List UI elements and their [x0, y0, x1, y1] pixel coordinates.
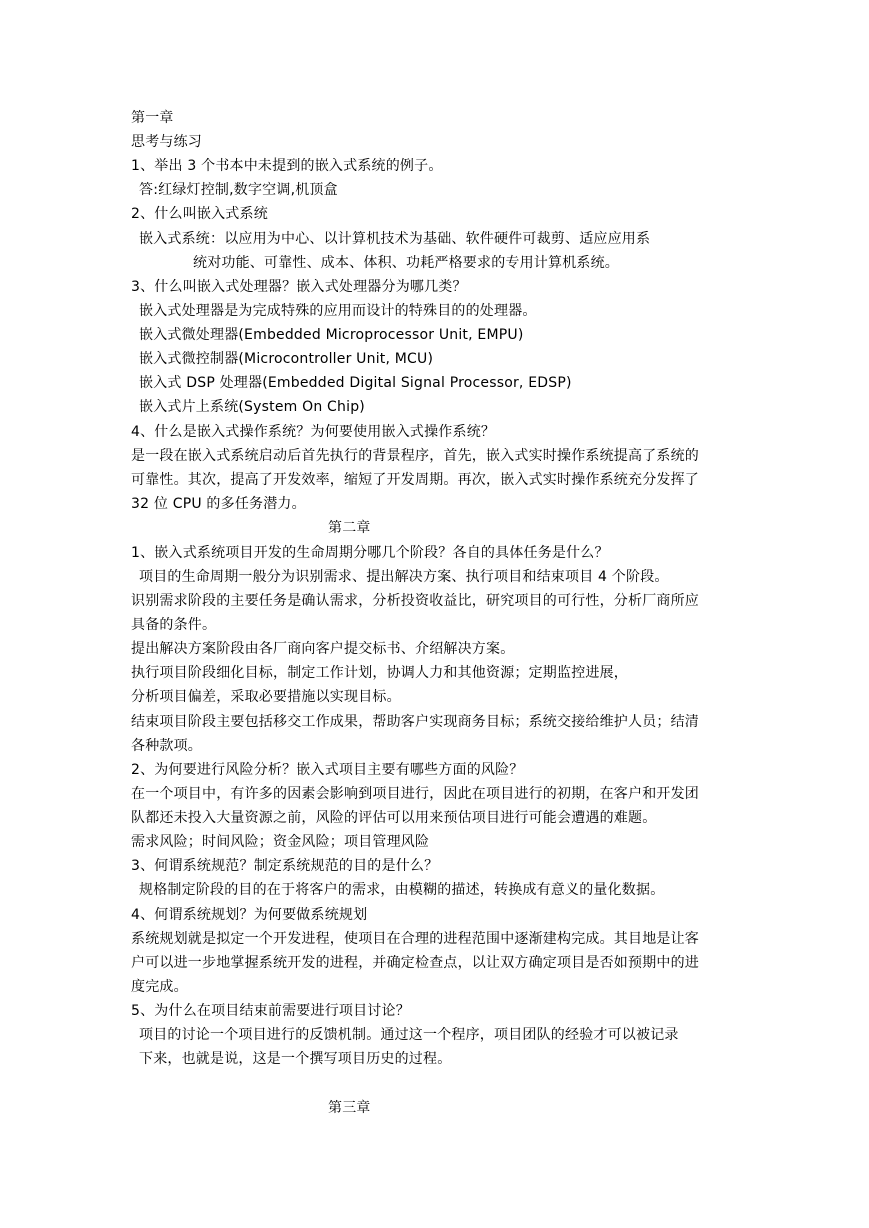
- ch1-answer-3-line-4: 嵌入式 DSP 处理器(Embedded Digital Signal Processor, EDSP): [139, 375, 572, 391]
- ch2-answer-1-line-8: 各种款项。: [131, 738, 202, 754]
- ch2-question-4: 4、何谓系统规划？为何要做系统规划: [131, 907, 368, 923]
- ch2-answer-2-line-1: 在一个项目中，有许多的因素会影响到项目进行，因此在项目进行的初期，在客户和开发团: [131, 786, 699, 802]
- ch1-answer-3-line-1: 嵌入式处理器是为完成特殊的应用而设计的特殊目的的处理器。: [139, 303, 537, 319]
- ch1-answer-4-line-3: 32 位 CPU 的多任务潜力。: [131, 496, 306, 512]
- ch2-answer-2-line-2: 队都还未投入大量资源之前，风险的评估可以用来预估项目进行可能会遭遇的难题。: [131, 810, 657, 826]
- ch1-answer-3-line-3: 嵌入式微控制器(Microcontroller Unit, MCU): [139, 351, 434, 367]
- ch1-answer-3-line-5: 嵌入式片上系统(System On Chip): [139, 399, 365, 415]
- ch2-answer-4-line-2: 户可以进一步地掌握系统开发的进程，并确定检查点，以让双方确定项目是否如预期中的进: [131, 955, 699, 971]
- chapter-2-title: 第二章: [328, 520, 371, 536]
- ch1-answer-3-line-2: 嵌入式微处理器(Embedded Microprocessor Unit, EMPU): [139, 327, 524, 343]
- ch1-answer-4-line-1: 是一段在嵌入式系统启动后首先执行的背景程序，首先，嵌入式实时操作系统提高了系统的: [131, 448, 699, 464]
- ch2-answer-4-line-1: 系统规划就是拟定一个开发进程，使项目在合理的进程范围中逐渐建构完成。其目地是让客: [131, 931, 699, 947]
- ch1-question-2: 2、什么叫嵌入式系统: [131, 206, 268, 222]
- ch2-answer-2-line-3: 需求风险；时间风险；资金风险；项目管理风险: [131, 834, 430, 850]
- chapter-3-title: 第三章: [328, 1100, 371, 1116]
- exercise-heading: 思考与练习: [131, 134, 202, 150]
- ch2-answer-1-line-2: 识别需求阶段的主要任务是确认需求，分析投资收益比，研究项目的可行性，分析厂商所应: [131, 593, 699, 609]
- ch2-answer-3-line-1: 规格制定阶段的目的在于将客户的需求，由模糊的描述，转换成有意义的量化数据。: [139, 882, 665, 898]
- ch2-answer-5-line-1: 项目的讨论一个项目进行的反馈机制。通过这一个程序，项目团队的经验才可以被记录: [139, 1027, 679, 1043]
- ch2-answer-4-line-3: 度完成。: [131, 979, 188, 995]
- ch1-question-1: 1、举出 3 个书本中未提到的嵌入式系统的例子。: [131, 158, 443, 174]
- ch2-answer-1-line-4: 提出解决方案阶段由各厂商向客户提交标书、介绍解决方案。: [131, 641, 515, 657]
- ch1-answer-2-line-2: 统对功能、可靠性、成本、体积、功耗严格要求的专用计算机系统。: [193, 255, 619, 271]
- ch2-answer-1-line-7: 结束项目阶段主要包括移交工作成果，帮助客户实现商务目标；系统交接给维护人员；结清: [131, 714, 699, 730]
- ch2-answer-1-line-1: 项目的生命周期一般分为识别需求、提出解决方案、执行项目和结束项目 4 个阶段。: [139, 569, 669, 585]
- ch1-question-3: 3、什么叫嵌入式处理器？嵌入式处理器分为哪几类？: [131, 279, 467, 295]
- ch2-answer-1-line-5: 执行项目阶段细化目标，制定工作计划，协调人力和其他资源；定期监控进展，: [131, 665, 628, 681]
- ch1-question-4: 4、什么是嵌入式操作系统？为何要使用嵌入式操作系统？: [131, 424, 496, 440]
- ch2-answer-1-line-6: 分析项目偏差，采取必要措施以实现目标。: [131, 689, 401, 705]
- ch2-question-1: 1、嵌入式系统项目开发的生命周期分哪几个阶段？各自的具体任务是什么？: [131, 545, 609, 561]
- ch1-answer-2-line-1: 嵌入式系统：以应用为中心、以计算机技术为基础、软件硬件可裁剪、适应应用系: [139, 231, 651, 247]
- chapter-1-title: 第一章: [131, 110, 174, 126]
- ch1-answer-4-line-2: 可靠性。其次，提高了开发效率，缩短了开发周期。再次，嵌入式实时操作系统充分发挥了: [131, 472, 699, 488]
- ch2-answer-5-line-2: 下来，也就是说，这是一个撰写项目历史的过程。: [139, 1051, 452, 1067]
- ch2-answer-1-line-3: 具备的条件。: [131, 617, 217, 633]
- ch2-question-3: 3、何谓系统规范？制定系统规范的目的是什么？: [131, 858, 439, 874]
- ch1-answer-1: 答:红绿灯控制,数字空调,机顶盒: [139, 182, 338, 198]
- ch2-question-5: 5、为什么在项目结束前需要进行项目讨论？: [131, 1003, 410, 1019]
- ch2-question-2: 2、为何要进行风险分析？嵌入式项目主要有哪些方面的风险？: [131, 762, 524, 778]
